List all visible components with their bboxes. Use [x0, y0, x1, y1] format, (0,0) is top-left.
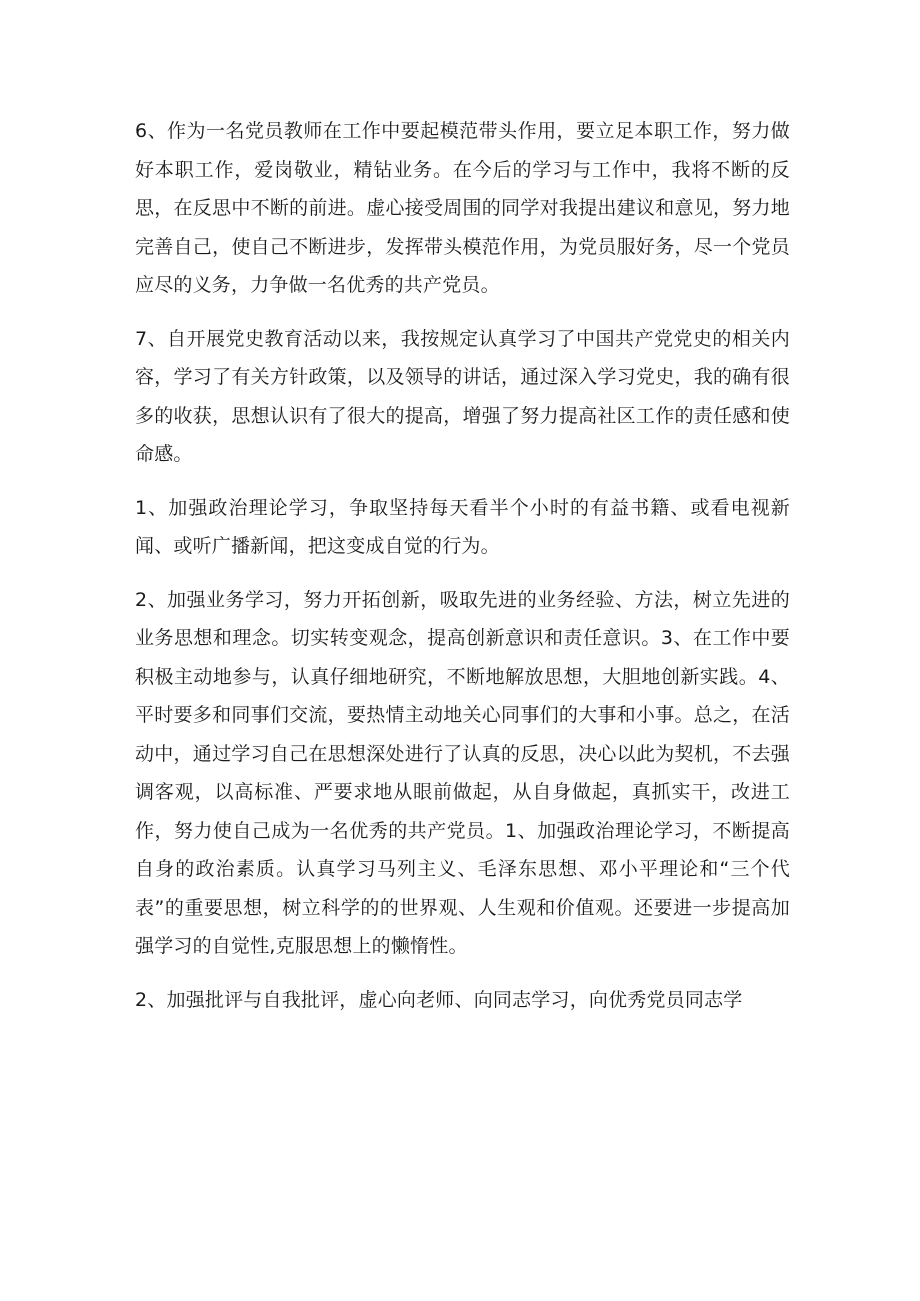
- paragraph-political-study: 1、加强政治理论学习，争取坚持每天看半个小时的有益书籍、或看电视新闻、或听广播新闻，把这变成自觉的行为。: [135, 496, 790, 557]
- paragraph-business-study: 2、加强业务学习，努力开拓创新，吸取先进的业务经验、方法，树立先进的业务思想和理念。切实转变观念，提高创新意识和责任意识。3、在工作中要积极主动地参与，认真仔细地研究，不断地解放思想，大胆地创新实践。4、平时要多和同事们交流，要热情主动地关心同事们的大事和小事。总之，在活动中，通过学习自己在思想深处进行了认真的反思，决心以此为契机，不去强调客观，以高标准、严要求地从眼前做起，从自身做起，真抓实干，改进工作，努力使自己成为一名优秀的共产党员。1、加强政治理论学习，不断提高自身的政治素质。认真学习马列主义、毛泽东思想、邓小平理论和“三个代表”的重要思想，树立科学的的世界观、人生观和价值观。还要进一步提高加强学习的自觉性,克服思想上的懒惰性。: [135, 588, 790, 957]
- paragraph-criticism: 2、加强批评与自我批评，虚心向老师、向同志学习，向优秀党员同志学: [135, 988, 743, 1011]
- paragraph-7-party-history: 7、自开展党史教育活动以来，我按规定认真学习了中国共产党党史的相关内容，学习了有关方针政策，以及领导的讲话，通过深入学习党史，我的确有很多的收获，思想认识有了很大的提高，增强了努力提高社区工作的责任感和使命感。: [135, 327, 790, 465]
- paragraph-6-teacher-role: 6、作为一名党员教师在工作中要起模范带头作用，要立足本职工作，努力做好本职工作，爱岗敬业，精钻业务。在今后的学习与工作中，我将不断的反思，在反思中不断的前进。虚心接受周围的同学对我提出建议和意见，努力地完善自己，使自己不断进步，发挥带头模范作用，为党员服好务，尽一个党员应尽的义务，力争做一名优秀的共产党员。: [135, 120, 790, 296]
- document-body: [135, 112, 790, 1034]
